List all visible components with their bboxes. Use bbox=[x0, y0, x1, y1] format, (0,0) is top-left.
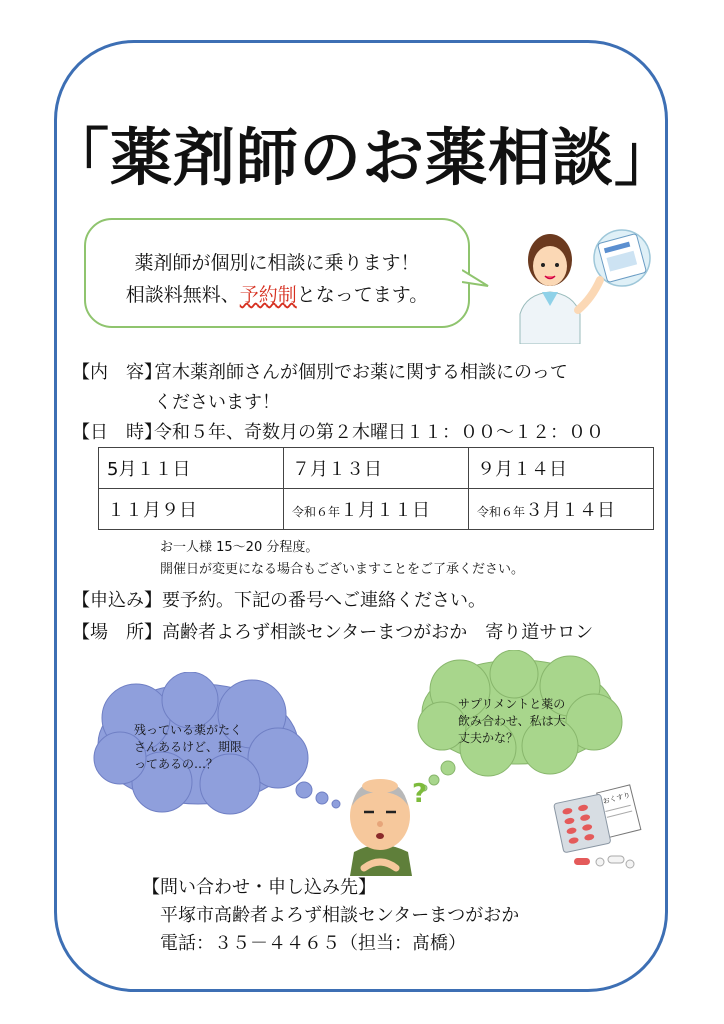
intro-line-1: 薬剤師が個別に相談に乗ります！ bbox=[134, 252, 420, 274]
schedule-cell: １１月９日 bbox=[99, 489, 284, 530]
intro-line-2-end: となってます。 bbox=[296, 284, 429, 306]
bubble-left-line-3: ってあるの…？ bbox=[134, 757, 219, 771]
place-label: 【場 所】 bbox=[72, 622, 162, 643]
contact-heading: 【問い合わせ・申し込み先】 bbox=[142, 877, 376, 898]
intro-line-2 bbox=[86, 280, 468, 310]
schedule-cell: ９月１４日 bbox=[469, 448, 654, 489]
content-text-2: くださいます！ bbox=[154, 392, 280, 413]
intro-line-2-start: 相談料無料、 bbox=[125, 284, 240, 306]
contact-org: 平塚市高齢者よろず相談センターまつがおか bbox=[160, 905, 520, 926]
content-row bbox=[72, 360, 568, 386]
schedule-cell: 令和６年３月１４日 bbox=[469, 489, 654, 530]
schedule-cell: ７月１３日 bbox=[284, 448, 469, 489]
medicine-bag-label: おくすり bbox=[602, 791, 632, 806]
table-row bbox=[99, 448, 654, 489]
apply-text: 要予約。下記の番号へご連絡ください。 bbox=[162, 590, 486, 611]
place-text: 高齢者よろず相談センターまつがおか 寄り道サロン bbox=[162, 622, 594, 643]
datetime-text: 令和５年、奇数月の第２木曜日１１：００～１２：００ bbox=[154, 422, 604, 443]
medicine-illustration bbox=[540, 782, 654, 872]
schedule-cell: 5月１１日 bbox=[99, 448, 284, 489]
note-change: 開催日が変更になる場合もございますことをご了承ください。 bbox=[160, 562, 525, 577]
datetime-row bbox=[72, 420, 604, 446]
page-title: 「薬剤師のお薬相談」 bbox=[46, 121, 677, 194]
svg-text:?: ? bbox=[412, 779, 428, 809]
content-label: 【内 容】 bbox=[72, 362, 162, 383]
apply-row bbox=[72, 588, 486, 614]
bubble-right-line-1: サプリメントと薬の bbox=[458, 697, 566, 711]
schedule-table bbox=[98, 447, 654, 530]
bubble-left-line-1: 残っている薬がたく bbox=[134, 723, 243, 737]
note-duration: お一人様 15～20 分程度。 bbox=[160, 540, 319, 555]
bubble-left-line-2: さんあるけど、期限 bbox=[134, 740, 243, 754]
pharmacist-illustration bbox=[506, 218, 652, 344]
elderly-man-illustration bbox=[340, 768, 440, 876]
content-text-1: 宮木薬剤師さんが個別でお薬に関する相談にのって bbox=[154, 362, 568, 383]
table-row bbox=[99, 489, 654, 530]
intro-speech-box bbox=[84, 218, 470, 328]
speech-tail bbox=[462, 268, 492, 292]
bubble-right-line-2: 飲み合わせ、私は大 bbox=[458, 714, 566, 728]
place-row bbox=[72, 620, 593, 646]
bubble-right-text bbox=[458, 696, 566, 747]
contact-phone: 電話：３５－４４６５（担当：髙橋） bbox=[160, 933, 466, 954]
apply-label: 【申込み】 bbox=[72, 590, 162, 611]
bubble-right-line-3: 丈夫かな？ bbox=[458, 731, 519, 745]
schedule-cell: 令和６年１月１１日 bbox=[284, 489, 469, 530]
reservation-highlight: 予約制 bbox=[239, 284, 297, 306]
datetime-label: 【日 時】 bbox=[72, 422, 162, 443]
bubble-left-text bbox=[134, 722, 242, 773]
